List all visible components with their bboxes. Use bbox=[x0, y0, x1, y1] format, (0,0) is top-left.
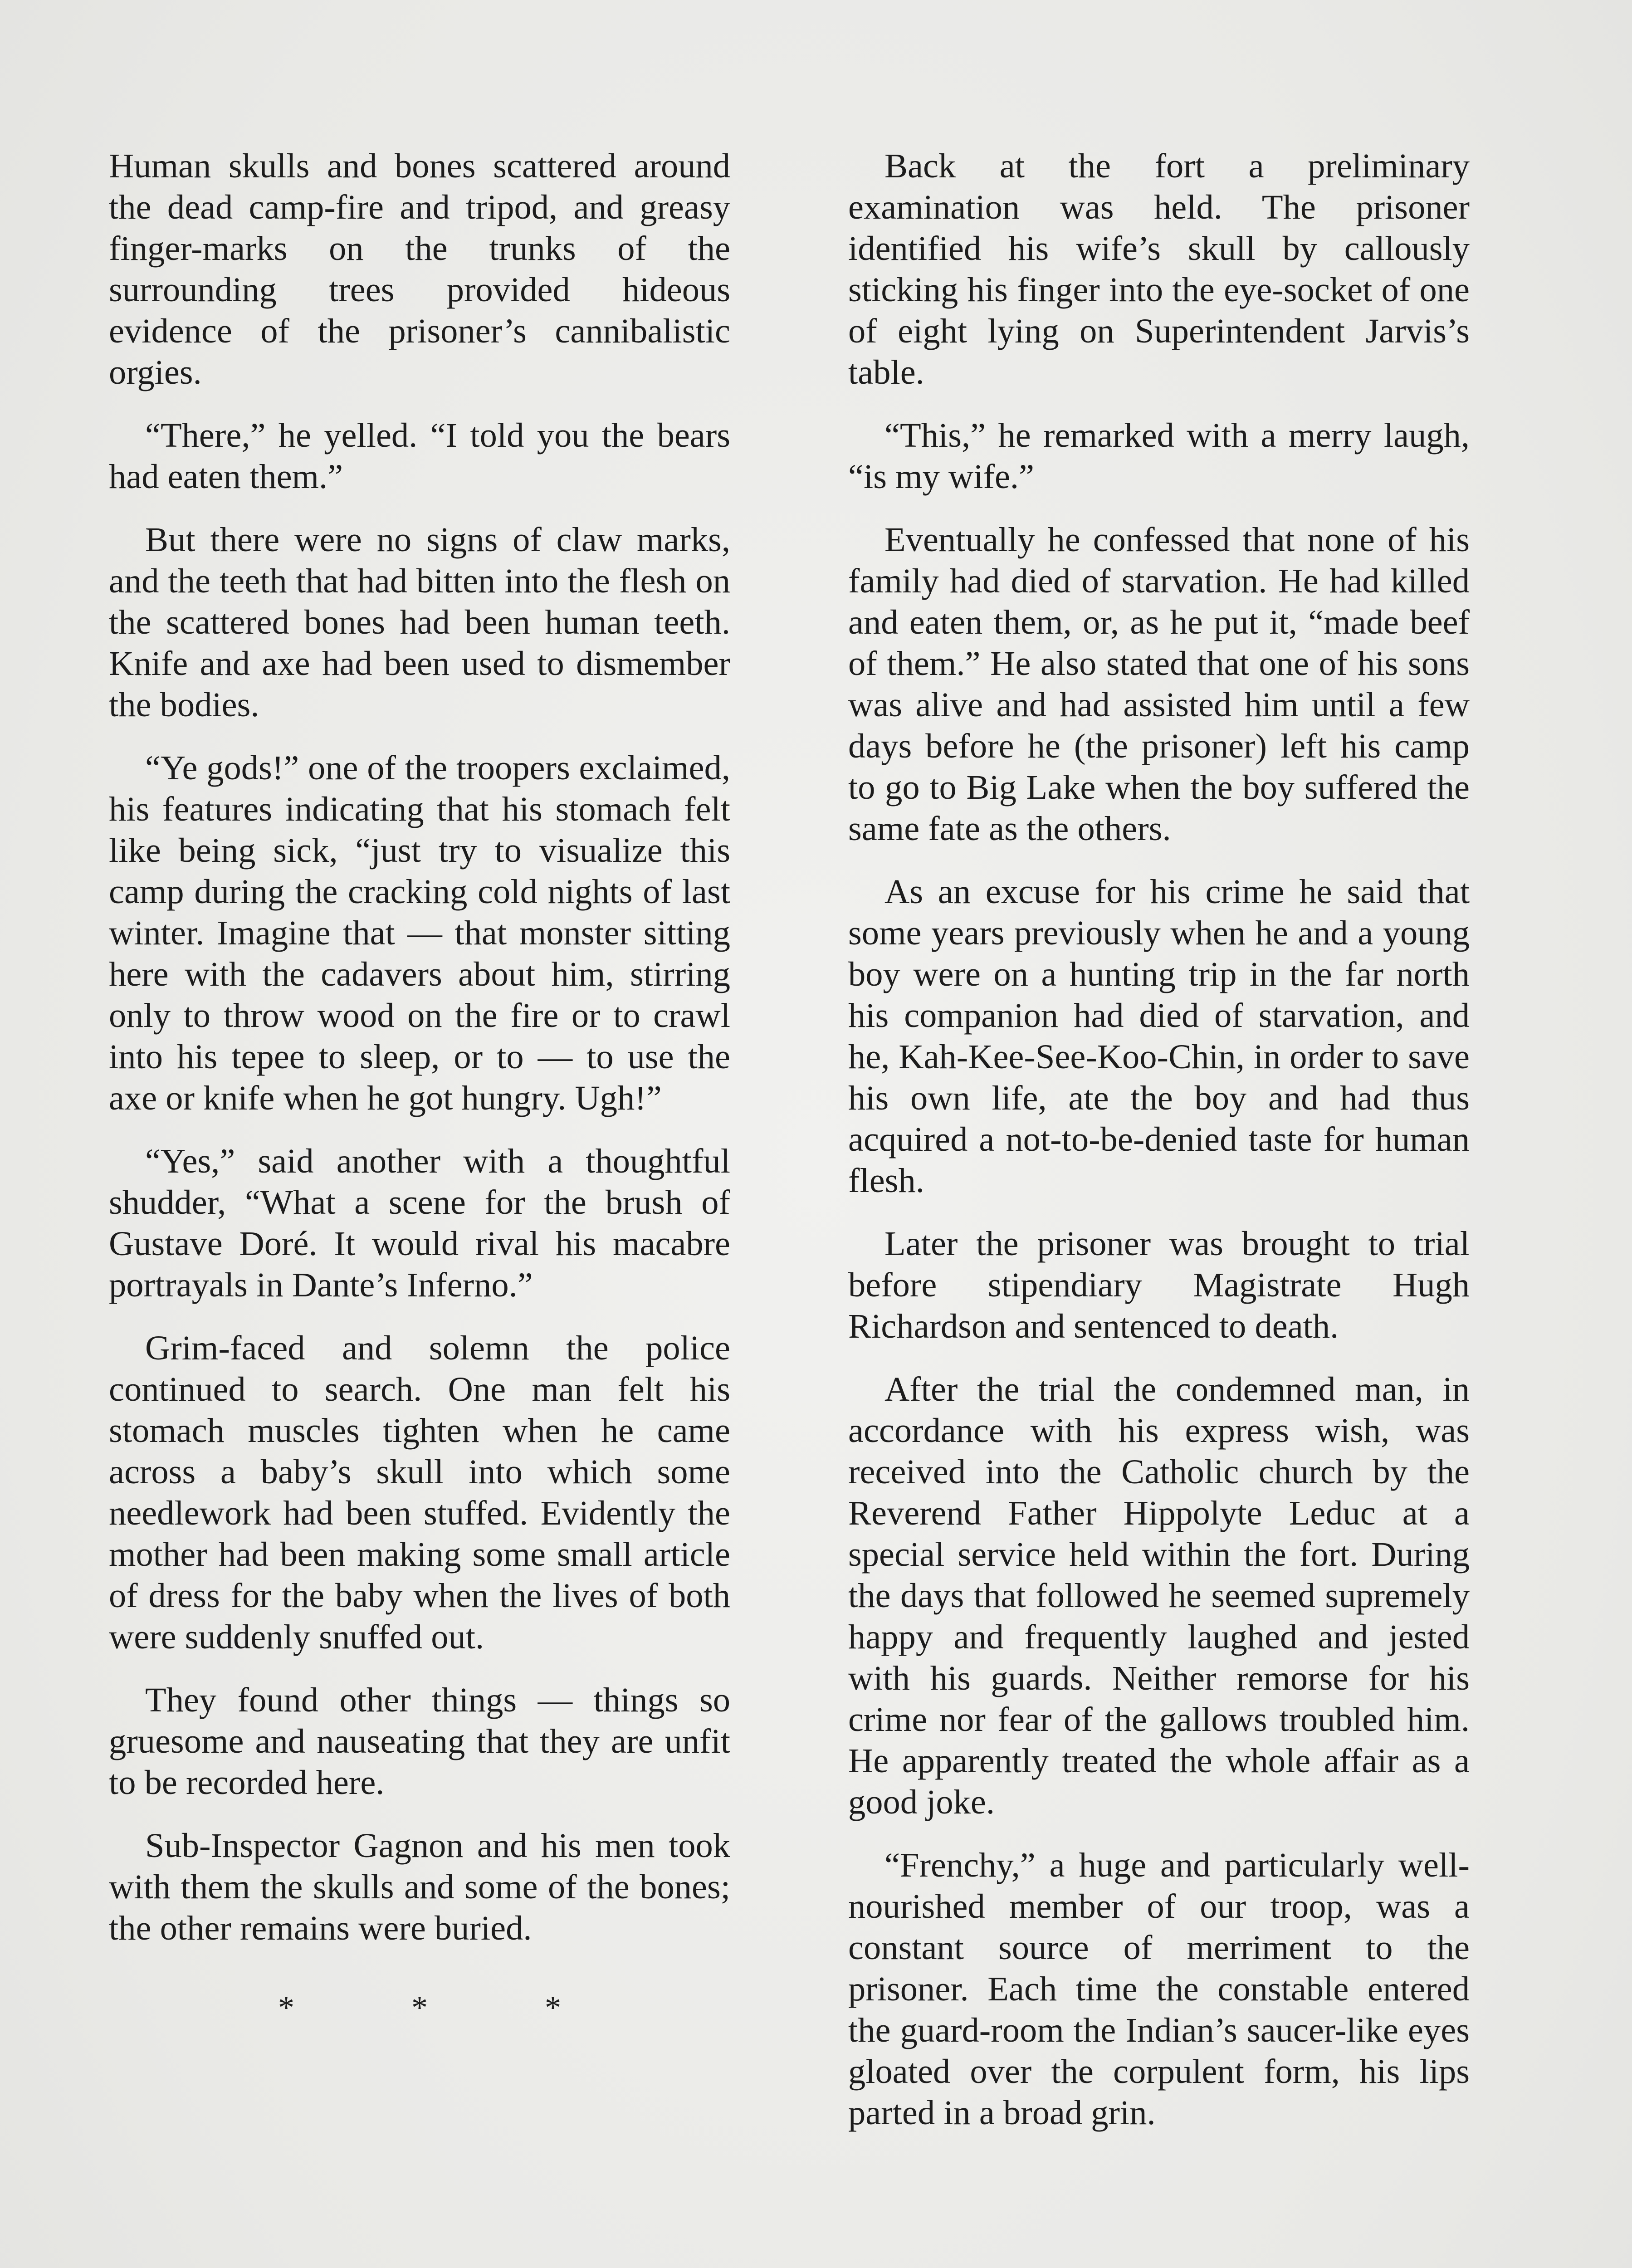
paragraph: Back at the fort a preliminary examination was held. The prisoner identified his wife’s skull by callously sticking his finger into the eye-socket of one of eight lying on Superintendent Jarvis’s table. bbox=[848, 147, 1470, 391]
section-separator: * * * bbox=[278, 1989, 616, 2026]
paragraph: “This,” he remarked with a merry laugh, “is my wife.” bbox=[848, 416, 1470, 496]
left-column bbox=[109, 145, 730, 2028]
paragraph: Sub-Inspector Gagnon and his men took with them the skulls and some of the bones; the other remains were buried. bbox=[109, 1826, 730, 1947]
paragraph: Eventually he confessed that none of his family had died of starvation. He had killed and eaten them, or, as he put it, “made beef of them.” He also stated that one of his sons was alive and had assisted him until a few days before he (the prisoner) left his camp to go to Big Lake when the boy suffered the same fate as the others. bbox=[848, 520, 1470, 848]
paragraph: But there were no signs of claw marks, and the teeth that had bitten into the flesh on the scattered bones had been human teeth. Knife and axe had been used to dismember the bodies. bbox=[109, 520, 730, 724]
paragraph: “Ye gods!” one of the troopers exclaimed, his features indicating that his stomach felt like being sick, “just try to visualize this camp during the cracking cold nights of last winter. Imagine that — that monster sitting here with the cadavers about him, stirring only to throw wood on the fire or to crawl into his tepee to sleep, or to — to use the axe or knife when he got hungry. Ugh!” bbox=[109, 748, 730, 1117]
paragraph: As an excuse for his crime he said that some years previously when he and a young boy were on a hunting trip in the far north his companion had died of starvation, and he, Kah-Kee-See-Koo-Chin, in order to save his own life, ate the boy and had thus acquired a not-to-be-denied taste for human flesh. bbox=[848, 872, 1470, 1200]
paragraph: “Yes,” said another with a thoughtful shudder, “What a scene for the brush of Gustave Doré. It would rival his macabre portrayals in Dante’s Inferno.” bbox=[109, 1142, 730, 1304]
right-column bbox=[848, 145, 1470, 2155]
paragraph: Human skulls and bones scattered around the dead camp-fire and tripod, and greasy finger-marks on the trunks of the surrounding trees provided hideous evidence of the prisoner’s cannibalistic orgies. bbox=[109, 147, 730, 391]
paragraph: After the trial the condemned man, in accordance with his express wish, was received into the Catholic church by the Reverend Father Hippolyte Leduc at a special service held within the fort. During the days that followed he seemed supremely happy and frequently laughed and jested with his guards. Neither remorse for his crime nor fear of the gallows troubled him. He apparently treated the whole affair as a good joke. bbox=[848, 1370, 1470, 1821]
paragraph: “Frenchy,” a huge and particularly well-nourished member of our troop, was a constant source of merriment to the prisoner. Each time the constable entered the guard-room the Indian’s saucer-like eyes gloated over the corpulent form, his lips parted in a broad grin. bbox=[848, 1846, 1470, 2132]
paragraph: They found other things — things so gruesome and nauseating that they are unfit to be recorded here. bbox=[109, 1681, 730, 1802]
paragraph: Grim-faced and solemn the police continued to search. One man felt his stomach muscles tighten when he came across a baby’s skull into which some needlework had been stuffed. Evidently the mother had been making some small article of dress for the baby when the lives of both were suddenly snuffed out. bbox=[109, 1329, 730, 1656]
paragraph: “There,” he yelled. “I told you the bears had eaten them.” bbox=[109, 416, 730, 496]
paragraph: Later the prisoner was brought to trial before stipendiary Magistrate Hugh Richardson and sentenced to death. bbox=[848, 1224, 1470, 1345]
